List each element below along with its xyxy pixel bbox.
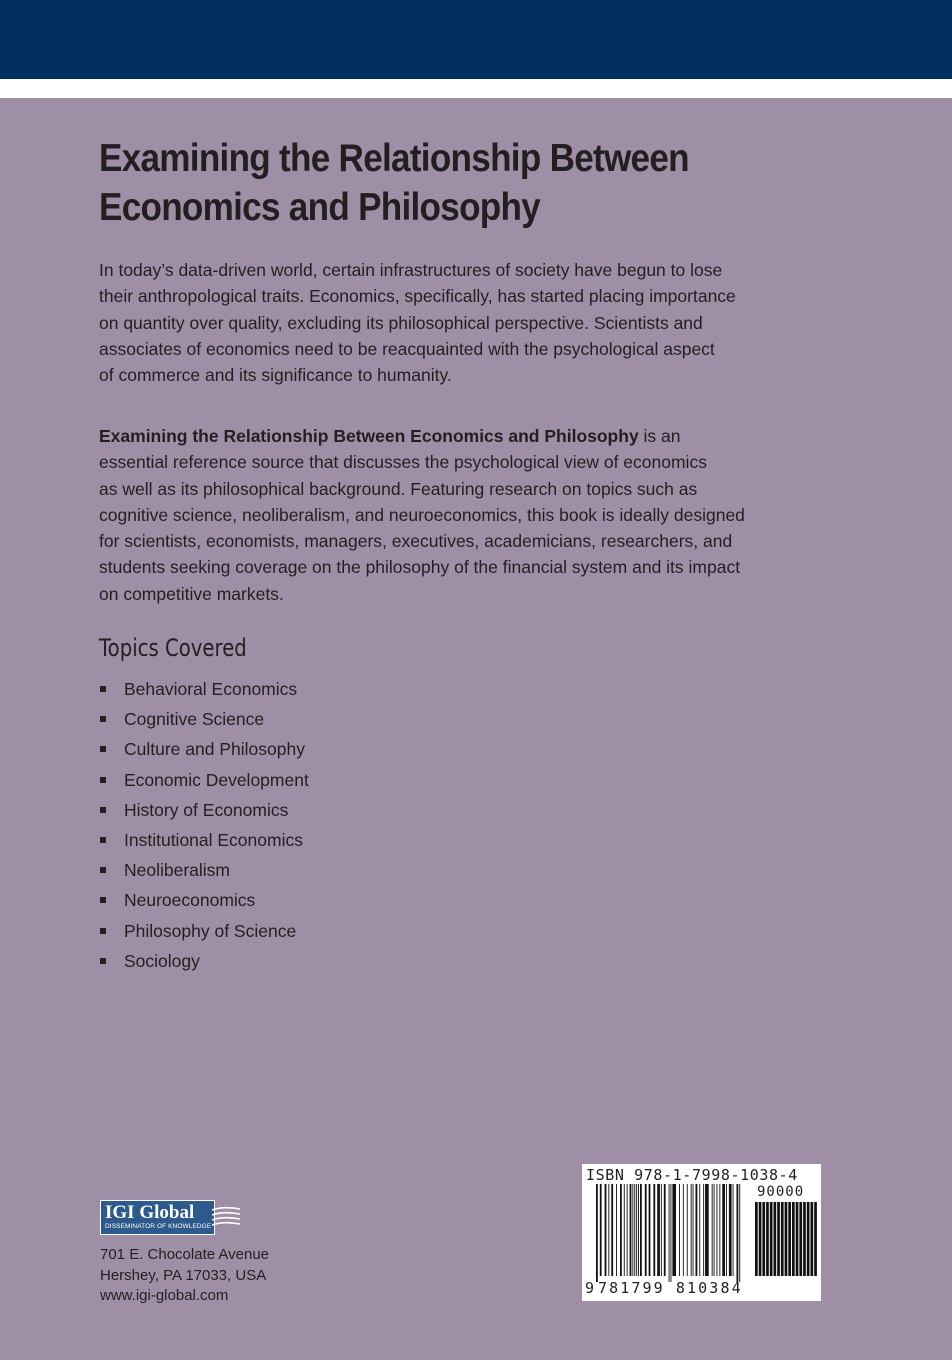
barcode-bar [640, 1184, 642, 1276]
square-bullet-icon [100, 746, 106, 752]
barcode-bar [714, 1184, 715, 1276]
barcode-bar [705, 1184, 709, 1276]
book-title-line: Examining the Relationship Between [99, 137, 689, 180]
topic-label: Economic Development [124, 769, 309, 790]
addon-bar [785, 1202, 788, 1276]
logo-name: IGI Global [105, 1202, 195, 1223]
barcode-bar [703, 1184, 704, 1276]
square-bullet-icon [100, 867, 106, 873]
topic-item [99, 947, 309, 977]
topic-label: Institutional Economics [124, 829, 303, 850]
topic-label: Sociology [124, 950, 200, 971]
top-white-stripe [0, 79, 952, 98]
barcode-bar [664, 1184, 666, 1276]
barcode-bar [630, 1184, 632, 1276]
barcode-bar [693, 1184, 694, 1276]
address-city: Hershey, PA 17033, USA [100, 1266, 267, 1284]
barcode-bar [616, 1184, 617, 1276]
logo-box [100, 1200, 215, 1235]
barcode-bar [733, 1184, 734, 1276]
addon-bar [799, 1202, 802, 1276]
description-line: for scientists, economists, managers, executives, academicians, researchers, and [99, 531, 733, 552]
intro-line: their anthropological traits. Economics, specifically, has started placing importance [99, 286, 736, 307]
top-navy-band [0, 0, 952, 79]
publisher-logo [100, 1200, 245, 1236]
intro-line: In today’s data-driven world, certain infrastructures of society have begun to lose [99, 260, 723, 280]
topic-item [99, 917, 309, 947]
square-bullet-icon [100, 716, 106, 722]
barcode-bar [649, 1184, 651, 1276]
description-line: as well as its philosophical background. Featuring research on topics such as [99, 478, 698, 499]
barcode-bar [669, 1184, 670, 1282]
addon-bar [766, 1202, 769, 1276]
barcode-bar [627, 1184, 628, 1276]
barcode-bar [679, 1184, 680, 1276]
addon-bar [762, 1202, 765, 1276]
logo-swoosh-icon [212, 1204, 242, 1230]
publisher-address [100, 1245, 269, 1307]
isbn-text: ISBN 978-1-7998-1038-4 [586, 1166, 798, 1184]
barcode-bar [696, 1184, 698, 1276]
barcode-bar [632, 1184, 633, 1276]
addon-bar [814, 1202, 817, 1276]
barcode-bar [657, 1184, 660, 1276]
barcode-bar [605, 1184, 607, 1276]
square-bullet-icon [100, 807, 106, 813]
topic-item [99, 796, 309, 826]
topic-label: Neoliberalism [124, 860, 231, 881]
barcode-bar [687, 1184, 688, 1276]
description-first-line [99, 423, 819, 449]
addon-bar [774, 1202, 777, 1276]
topic-label: Cognitive Science [124, 709, 265, 730]
square-bullet-icon [100, 837, 106, 843]
barcode-bar [638, 1184, 639, 1276]
barcode-bar [717, 1184, 718, 1276]
barcode-bar [683, 1184, 684, 1276]
square-bullet-icon [100, 897, 106, 903]
intro-line: on quantity over quality, excluding its philosophical perspective. Scientists and [99, 312, 703, 333]
barcode-bar [653, 1184, 655, 1276]
topic-label: Behavioral Economics [124, 679, 298, 699]
topic-item [99, 886, 309, 916]
topic-item [99, 856, 309, 886]
addon-bar [770, 1202, 773, 1276]
address-street: 701 E. Chocolate Avenue [100, 1246, 270, 1263]
topics-heading: Topics Covered [99, 634, 247, 662]
book-title [99, 134, 783, 232]
description-first-line-rest: is an [638, 426, 681, 446]
isbn-barcode [582, 1164, 821, 1301]
price-code: 90000 [757, 1184, 805, 1200]
description-line: on competitive markets. [99, 583, 284, 604]
barcode-bar [739, 1184, 740, 1282]
barcode-bar [726, 1184, 727, 1276]
addon-bar [788, 1202, 791, 1276]
barcode-bar [672, 1184, 676, 1276]
ean-first-digit: 9 [585, 1279, 595, 1297]
addon-bar [755, 1202, 758, 1276]
square-bullet-icon [100, 928, 106, 934]
topics-list [99, 675, 309, 977]
description-line: essential reference source that discusses the psychological view of economics [99, 452, 707, 473]
barcode-bar [620, 1184, 622, 1276]
description-paragraph [99, 423, 819, 607]
barcode-bar [691, 1184, 692, 1276]
barcode-bar [600, 1184, 602, 1276]
barcode-bar [671, 1184, 672, 1282]
logo-tagline: DISSEMINATOR OF KNOWLEDGE [105, 1223, 212, 1230]
ean-digits: 781799 810384 [598, 1279, 743, 1297]
topic-item [99, 766, 309, 796]
book-title-line: Economics and Philosophy [99, 186, 541, 229]
addon-bar [759, 1202, 762, 1276]
intro-line: of commerce and its significance to humanity. [99, 365, 452, 386]
barcode-bar [636, 1184, 637, 1276]
topic-label: Philosophy of Science [124, 920, 297, 941]
addon-bar [781, 1202, 784, 1276]
topic-item [99, 735, 309, 765]
intro-paragraph [99, 257, 819, 388]
square-bullet-icon [100, 777, 106, 783]
intro-line: associates of economics need to be reacquainted with the psychological aspect [99, 338, 715, 359]
topic-item [99, 675, 309, 705]
barcode-bar [608, 1184, 609, 1276]
publisher-website: www.igi-global.com [100, 1287, 229, 1304]
barcode-bar [624, 1184, 625, 1276]
topic-label: Neuroeconomics [124, 890, 256, 911]
barcode-bar [722, 1184, 725, 1276]
topic-label: Culture and Philosophy [124, 739, 305, 760]
topic-item [99, 826, 309, 856]
barcode-bar [634, 1184, 635, 1276]
barcode-bar [661, 1184, 662, 1276]
description-line: students seeking coverage on the philosophy of the financial system and its impact [99, 557, 741, 578]
barcode-bar [645, 1184, 647, 1276]
barcode-bar [729, 1184, 732, 1276]
addon-bar [796, 1202, 799, 1276]
addon-bar [792, 1202, 795, 1276]
description-line: cognitive science, neoliberalism, and neuroeconomics, this book is ideally designed [99, 504, 745, 525]
barcode-bar [611, 1184, 613, 1276]
addon-bar [811, 1202, 814, 1276]
addon-bar [803, 1202, 806, 1276]
square-bullet-icon [100, 958, 106, 964]
addon-bar [807, 1202, 810, 1276]
barcode-bar [719, 1184, 720, 1276]
barcode-bar [699, 1184, 700, 1276]
barcode-bar [712, 1184, 713, 1276]
barcode-bar [737, 1184, 739, 1282]
topic-item [99, 705, 309, 735]
description-bold-title: Examining the Relationship Between Economics and Philosophy [99, 426, 639, 446]
barcode-bar [596, 1184, 598, 1282]
topic-label: History of Economics [124, 799, 289, 820]
addon-bar [777, 1202, 780, 1276]
square-bullet-icon [100, 686, 106, 692]
